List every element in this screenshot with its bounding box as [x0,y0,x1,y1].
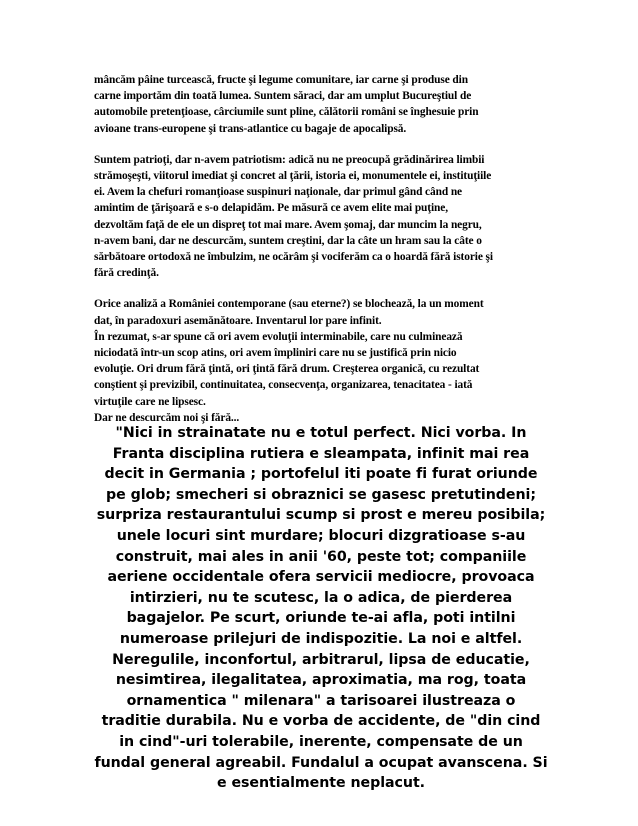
paragraph-1: mâncăm pâine turcească, fructe şi legume comunitare, iar carne şi produse din carne importăm din toată lumea. Suntem săraci, dar am umplut Bucureştiul de automobile pretenţioase, cârciumile sunt pline, călătorii români se înghesuie prin avioane trans-europene şi trans-atlantice cu bagaje de apocalipsă. [94,74,479,135]
paragraph-2: Suntem patrioţi, dar n-avem patriotism: adică nu ne preocupă grădinărirea limbii strămoşeşti, viitorul imediat şi concret al ţării, istoria ei, monumentele ei, instituţiile ei. Avem la chefuri romanţioase suspinuri naţionale, dar primul gând când ne amintim de ţărişoară e s-o delapidăm. Pe măsură ce avem elite mai puţine, dezvoltăm faţă de ele un dispreţ tot mai mare. Avem şomaj, dar muncim la negru, n-avem bani, dar ne descurcăm, suntem creştini, dar la câte un hram sau la câte o sărbătoare ortodoxă ne îmbulzim, ne ocărâm şi vociferăm ca o hoardă fără istorie şi fără credinţă. [94,153,493,280]
block-quote: "Nici in strainatate nu e totul perfect. Nici vorba. In Franta disciplina rutiera e sleampata, infinit mai rea decit in Germania ; portofelul iti poate fi furat oriunde pe glob; smecheri si obraznici se gasesc pretutindeni; surpriza restaurantului scump si prost e mereu posibila; unele locuri sint murdare; blocuri dizgratioase s-au construit, mai ales in anii '60, peste tot; companiile aeriene occidentale ofera servicii mediocre, provoaca intirzieri, nu te scutesc, la o adica, de pierderea bagajelor. Pe scurt, oriunde te-ai afla, poti intilni numeroase prilejuri de indispozitie. La noi e altfel. Neregulile, inconfortul, arbitrarul, lipsa de educatie, nesimtirea, ilegalitatea, aproximatia, ma rog, toata ornamentica " milenara" a tarisoarei ilustreaza o traditie durabila. Nu e vorba de accidente, de "din cind in cind"-uri tolerabile, inerente, compensate de un fundal general agreabil. Fundalul a ocupat avanscena. Si e esentialmente neplacut. [94,425,548,792]
paragraph-3: Orice analiză a României contemporane (sau eterne?) se blochează, la un moment dat, în paradoxuri asemănătoare. Inventarul lor pare infinit. În rezumat, s-ar spune că ori avem evoluţii interminabile, care nu culminează niciodată într-un scop atins, ori avem împliniri care nu se justifică prin nicio evoluţie. Ori drum fără ţintă, ori ţintă fără drum. Creşterea organică, cu rezultat conştient şi previzibil, continuitatea, consecvenţa, organizarea, tenacitatea - iată virtuţile care ne lipsesc. Dar ne descurcăm noi şi fără... [94,298,484,424]
body-text [94,72,552,426]
